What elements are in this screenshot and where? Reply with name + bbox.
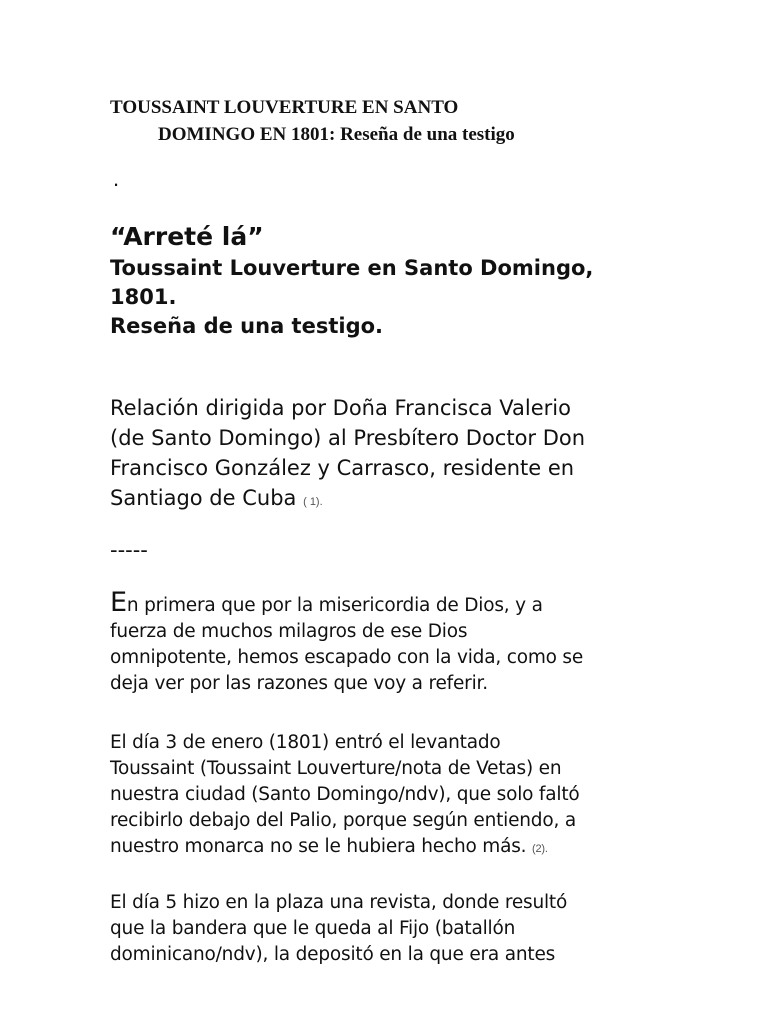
paragraph-line-text: nuestro monarca no se le hubiera hecho más. [110,836,527,857]
paragraph-3 [110,890,710,968]
intro-paragraph [110,393,710,517]
paragraph-line: Toussaint (Toussaint Louverture/nota de Vetas) en [110,758,562,779]
intro-line-last [110,483,710,517]
subheading-line-1: Toussaint Louverture en Santo Domingo, [110,256,594,280]
intro-line-text: Santiago de Cuba [110,486,297,510]
paragraph-line: El día 5 hizo en la plaza una revista, donde resultó [110,892,568,913]
subheading-line-2: 1801. [110,285,177,309]
paragraph-line: omnipotente, hemos escapado con la vida, como se [110,647,584,668]
paragraph-line: deja ver por las razones que voy a referir. [110,673,488,694]
intro-line: Relación dirigida por Doña Francisca Valerio [110,396,571,420]
document-title [110,94,670,148]
paragraph-line-text: n primera que por la misericordia de Dios, y a [126,595,543,616]
title-line-2: DOMINGO EN 1801: Reseña de una testigo [158,124,515,145]
subheading [110,220,710,341]
drop-cap: E [110,587,127,618]
paragraph-line: fuerza de muchos milagros de ese Dios [110,621,468,642]
paragraph-line: nuestra ciudad (Santo Domingo/ndv), que solo faltó [110,784,580,805]
footnote-ref-2: (2). [532,843,548,855]
paragraph-2 [110,730,710,862]
title-line-1: TOUSSAINT LOUVERTURE EN SANTO [110,97,459,118]
paragraph-1 [110,587,710,697]
intro-line: Francisco González y Carrasco, residente en [110,456,575,480]
footnote-ref-1: ( 1). [303,496,323,508]
subheading-quote: “Arreté lá” [110,222,264,251]
paragraph-line: que la bandera que le queda al Fijo (batallón [110,918,516,939]
intro-line: (de Santo Domingo) al Presbítero Doctor Don [110,426,586,450]
paragraph-line: El día 3 de enero (1801) entró el levantado [110,732,501,753]
paragraph-line: dominicano/ndv), la depositó en la que era antes [110,944,556,965]
paragraph-line [110,834,710,862]
separator-dot: . [113,166,120,191]
paragraph-line: recibirlo debajo del Palio, porque según entiendo, a [110,810,576,831]
section-separator: ----- [110,538,148,562]
subheading-line-3: Reseña de una testigo. [110,314,384,338]
paragraph-line [110,587,710,619]
